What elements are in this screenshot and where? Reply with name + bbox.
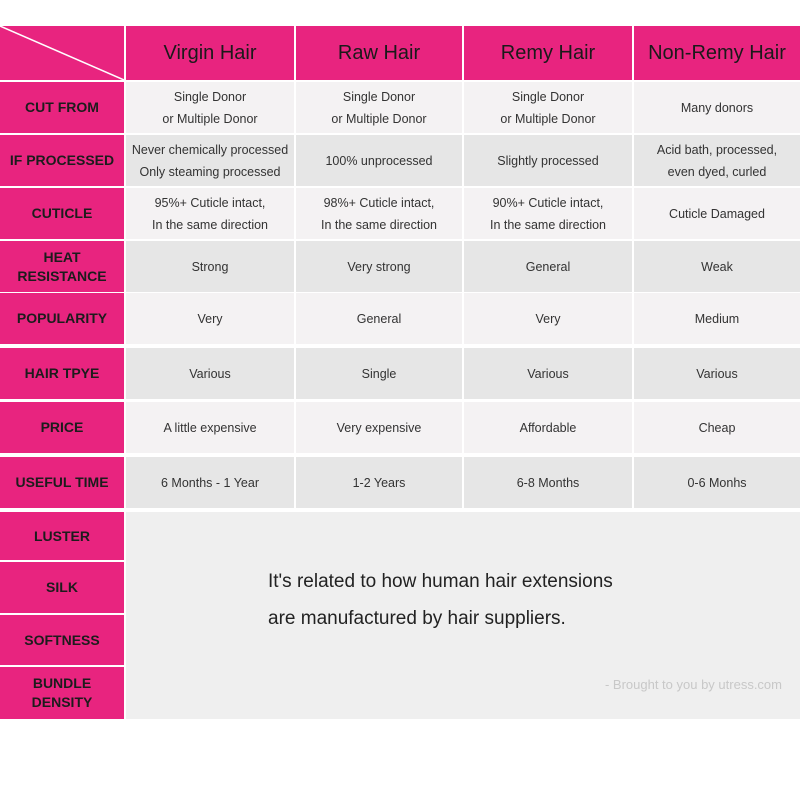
table-cell: 90%+ Cuticle intact, In the same direction: [464, 188, 632, 239]
row-label: POPULARITY: [0, 293, 124, 344]
table-cell: Various: [634, 348, 800, 399]
row-label: SOFTNESS: [0, 615, 124, 665]
table-cell: Many donors: [634, 82, 800, 133]
table-cell: 6-8 Months: [464, 457, 632, 508]
column-header: Remy Hair: [464, 26, 632, 80]
table-cell: Very: [464, 293, 632, 344]
table-cell: 98%+ Cuticle intact, In the same direction: [296, 188, 462, 239]
row-label: BUNDLE DENSITY: [0, 667, 124, 719]
table-cell: Single Donor or Multiple Donor: [126, 82, 294, 133]
table-cell: 95%+ Cuticle intact, In the same direction: [126, 188, 294, 239]
table-cell: 1-2 Years: [296, 457, 462, 508]
table-cell: Medium: [634, 293, 800, 344]
table-cell: 0-6 Monhs: [634, 457, 800, 508]
table-cell: Never chemically processed Only steaming processed: [126, 135, 294, 186]
column-header: Non-Remy Hair: [634, 26, 800, 80]
table-cell: Very strong: [296, 241, 462, 292]
table-cell: Single Donor or Multiple Donor: [464, 82, 632, 133]
row-label: CUT FROM: [0, 82, 124, 133]
table-cell: Acid bath, processed, even dyed, curled: [634, 135, 800, 186]
row-label: SILK: [0, 562, 124, 613]
note-line-1: It's related to how human hair extensions: [268, 571, 613, 592]
column-header: Virgin Hair: [126, 26, 294, 80]
table-cell: Weak: [634, 241, 800, 292]
table-cell: Various: [126, 348, 294, 399]
row-label: IF PROCESSED: [0, 135, 124, 186]
table-cell: Single: [296, 348, 462, 399]
corner-diagonal: [0, 26, 124, 80]
table-cell: 100% unprocessed: [296, 135, 462, 186]
row-label: CUTICLE: [0, 188, 124, 239]
row-label: LUSTER: [0, 512, 124, 560]
credit-text: - Brought to you by utress.com: [604, 677, 782, 692]
table-cell: 6 Months - 1 Year: [126, 457, 294, 508]
table-cell: Single Donor or Multiple Donor: [296, 82, 462, 133]
column-header: Raw Hair: [296, 26, 462, 80]
table-cell: A little expensive: [126, 402, 294, 453]
note-text: [268, 563, 613, 637]
row-label: HEAT RESISTANCE: [0, 241, 124, 292]
table-cell: Various: [464, 348, 632, 399]
table-cell: Affordable: [464, 402, 632, 453]
table-cell: Slightly processed: [464, 135, 632, 186]
row-label: PRICE: [0, 402, 124, 453]
table-cell: Strong: [126, 241, 294, 292]
table-cell: Cheap: [634, 402, 800, 453]
table-cell: Very: [126, 293, 294, 344]
note-line-2: are manufactured by hair suppliers.: [268, 608, 566, 629]
table-cell: General: [296, 293, 462, 344]
table-cell: General: [464, 241, 632, 292]
table-cell: Very expensive: [296, 402, 462, 453]
table-cell: Cuticle Damaged: [634, 188, 800, 239]
row-label: USEFUL TIME: [0, 457, 124, 508]
row-label: HAIR TPYE: [0, 348, 124, 399]
